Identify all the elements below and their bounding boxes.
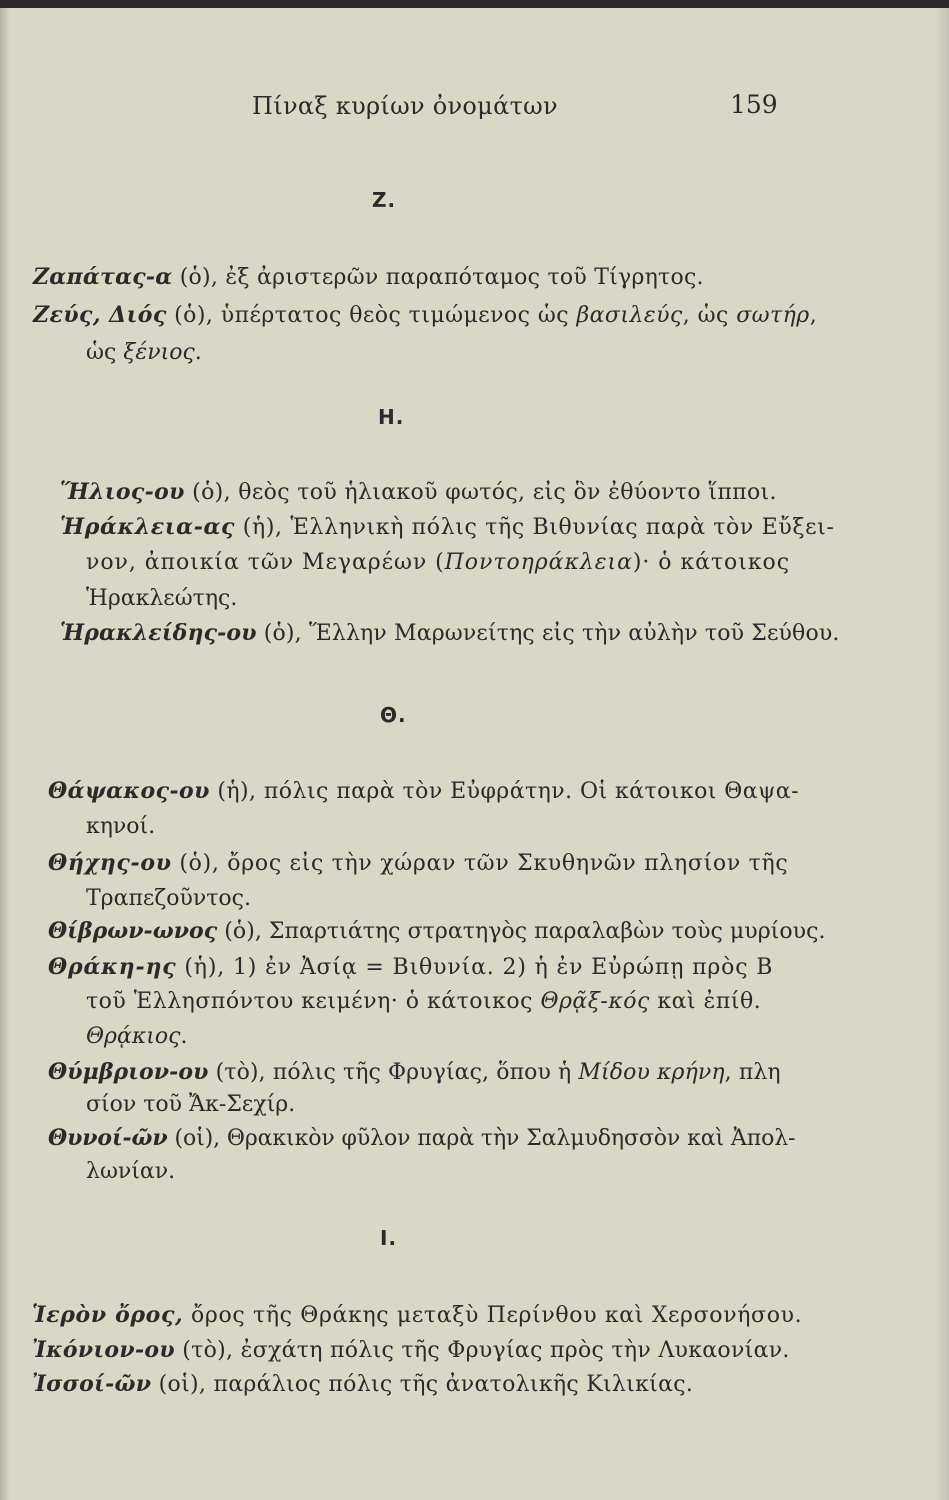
entry-continuation (86, 1161, 175, 1183)
entry-text: (ὁ), Ἕλλην Μαρωνείτης εἰς τὴν αὐλὴν τοῦ Σεύθου. (256, 621, 840, 646)
entry-thrake (48, 956, 773, 979)
entry-text: )· ὁ κάτοικος (632, 550, 790, 575)
entry-continuation (86, 588, 237, 610)
entry-text: ὡς (86, 340, 124, 365)
entry-text: (οἱ), Θρακικὸν φῦλον παρὰ τὴν Σαλμυδησσὸν καὶ Ἀπολ- (167, 1126, 796, 1151)
entry-text: (ὁ), θεὸς τοῦ ἡλιακοῦ φωτός, εἰς ὃν ἐθύοντο ἵπποι. (184, 480, 777, 505)
page-number: 159 (730, 90, 778, 119)
headword: Θήχης-ου (48, 850, 172, 876)
entry-text: σίον τοῦ Ἄκ-Σεχίρ. (86, 1092, 296, 1117)
entry-text: ὄρος τῆς Θράκης μεταξὺ Περίνθου καὶ Χερσονήσου. (183, 1303, 803, 1328)
entry-text: νον, ἀποικία τῶν Μεγαρέων ( (86, 550, 445, 575)
entry-continuation (86, 991, 761, 1013)
entry-text: (ἡ), Ἑλληνικὴ πόλις τῆς Βιθυνίας παρὰ τὸν Εὔξει- (235, 515, 835, 540)
italic-term: Θρᾷξ-κός (540, 989, 650, 1014)
entry-continuation (86, 552, 790, 574)
entry-continuation (86, 1094, 295, 1116)
entry-continuation (86, 816, 155, 838)
page-left-shadow (0, 8, 10, 1500)
entry-text: Τραπεζοῦντος. (86, 886, 251, 911)
entry-text: καὶ ἐπίθ. (649, 989, 762, 1014)
section-letter-iota: Ι. (380, 1226, 398, 1250)
entry-continuation (86, 1026, 187, 1048)
headword: Ἱερὸν ὄρος, (32, 1302, 184, 1328)
entry-text: (τὸ), πόλις τῆς Φρυγίας, ὅπου ἡ (208, 1060, 579, 1085)
entry-text: (ὁ), Σπαρτιάτης στρατηγὸς παραλαβὼν τοὺς μυρίους. (217, 919, 826, 944)
entry-text: (ἡ), πόλις παρὰ τὸν Εὐφράτην. Οἱ κάτοικοι Θαψα- (209, 779, 799, 804)
headword: Ἥλιος-ου (60, 479, 185, 505)
headword: Ἡρακλείδης-ου (60, 620, 257, 646)
entry-issoi (32, 1373, 693, 1396)
page-right-shadow (935, 8, 949, 1500)
italic-term: ξένιος (123, 340, 195, 365)
entry-text: τοῦ Ἑλλησπόντου κειμένη· ὁ κάτοικος (86, 989, 541, 1014)
section-letter-eta: Η. (378, 405, 405, 429)
entry-text: . (180, 1024, 188, 1049)
entry-text: Ἡρακλεώτης. (86, 586, 238, 611)
headword: Θυνοί-ῶν (48, 1125, 168, 1151)
italic-term: Ποντοηράκλεια (444, 550, 633, 575)
headword: Ζεύς, Διός (33, 302, 167, 328)
entry-thynoi (48, 1127, 795, 1150)
entry-continuation (86, 888, 251, 910)
headword: Ἰσσοί-ῶν (32, 1371, 152, 1397)
headword: Θράκη-ης (48, 954, 177, 980)
entry-text: (ὁ), ὄρος εἰς τὴν χώραν τῶν Σκυθηνῶν πλησίον τῆς (171, 851, 789, 876)
headword: Ζαπάτας-α (33, 264, 173, 290)
running-title: Πίναξ κυρίων ὀνομάτων (252, 92, 558, 120)
entry-text: . (194, 340, 202, 365)
entry-zeus (33, 304, 817, 327)
italic-term: βασιλεύς (576, 303, 683, 328)
section-letter-zeta: Ζ. (372, 188, 397, 212)
entry-text: (τὸ), ἐσχάτη πόλις τῆς Φρυγίας πρὸς τὴν Λυκαονίαν. (174, 1338, 790, 1363)
section-letter-theta: Θ. (380, 703, 407, 727)
entry-text: (ἡ), 1) ἐν Ἀσίᾳ = Βιθυνία. 2) ἡ ἐν Εὐρώπῃ πρὸς Β (176, 955, 774, 980)
headword: Ἡράκλεια-ας (60, 514, 236, 540)
headword: Θίβρων-ωνος (48, 918, 218, 944)
entry-text: (ὁ), ὑπέρτατος θεὸς τιμώμενος ὡς (166, 303, 577, 328)
headword: Θύμβριον-ου (48, 1059, 209, 1085)
entry-hieron-oros (32, 1304, 802, 1327)
entry-ikonion (32, 1339, 790, 1362)
entry-text: , πλη (724, 1060, 781, 1085)
entry-text: (οἱ), παράλιος πόλις τῆς ἀνατολικῆς Κιλικίας. (151, 1372, 694, 1397)
entry-herakleia (60, 516, 835, 539)
entry-thapsakos (48, 780, 799, 803)
page-top-edge (0, 0, 949, 8)
entry-herakleides (60, 622, 840, 645)
entry-text: κηνοί. (86, 814, 156, 839)
entry-text: , (809, 303, 818, 328)
entry-thibron (48, 920, 826, 943)
entry-continuation (86, 342, 202, 364)
entry-text: , ὡς (682, 303, 737, 328)
entry-helios (60, 481, 777, 504)
headword: Ἰκόνιον-ου (32, 1337, 175, 1363)
entry-zapatas (33, 266, 704, 289)
italic-term: Μίδου κρήνη (578, 1060, 725, 1085)
italic-term: σωτήρ (736, 303, 810, 328)
entry-text: λωνίαν. (86, 1159, 176, 1184)
entry-thymbrion (48, 1061, 781, 1084)
entry-text: (ὁ), ἐξ ἀριστερῶν παραπόταμος τοῦ Τίγρητος. (172, 265, 704, 290)
entry-thekhes (48, 852, 788, 875)
italic-term: Θρᾴκιος (86, 1024, 181, 1049)
headword: Θάψακος-ου (48, 778, 210, 804)
